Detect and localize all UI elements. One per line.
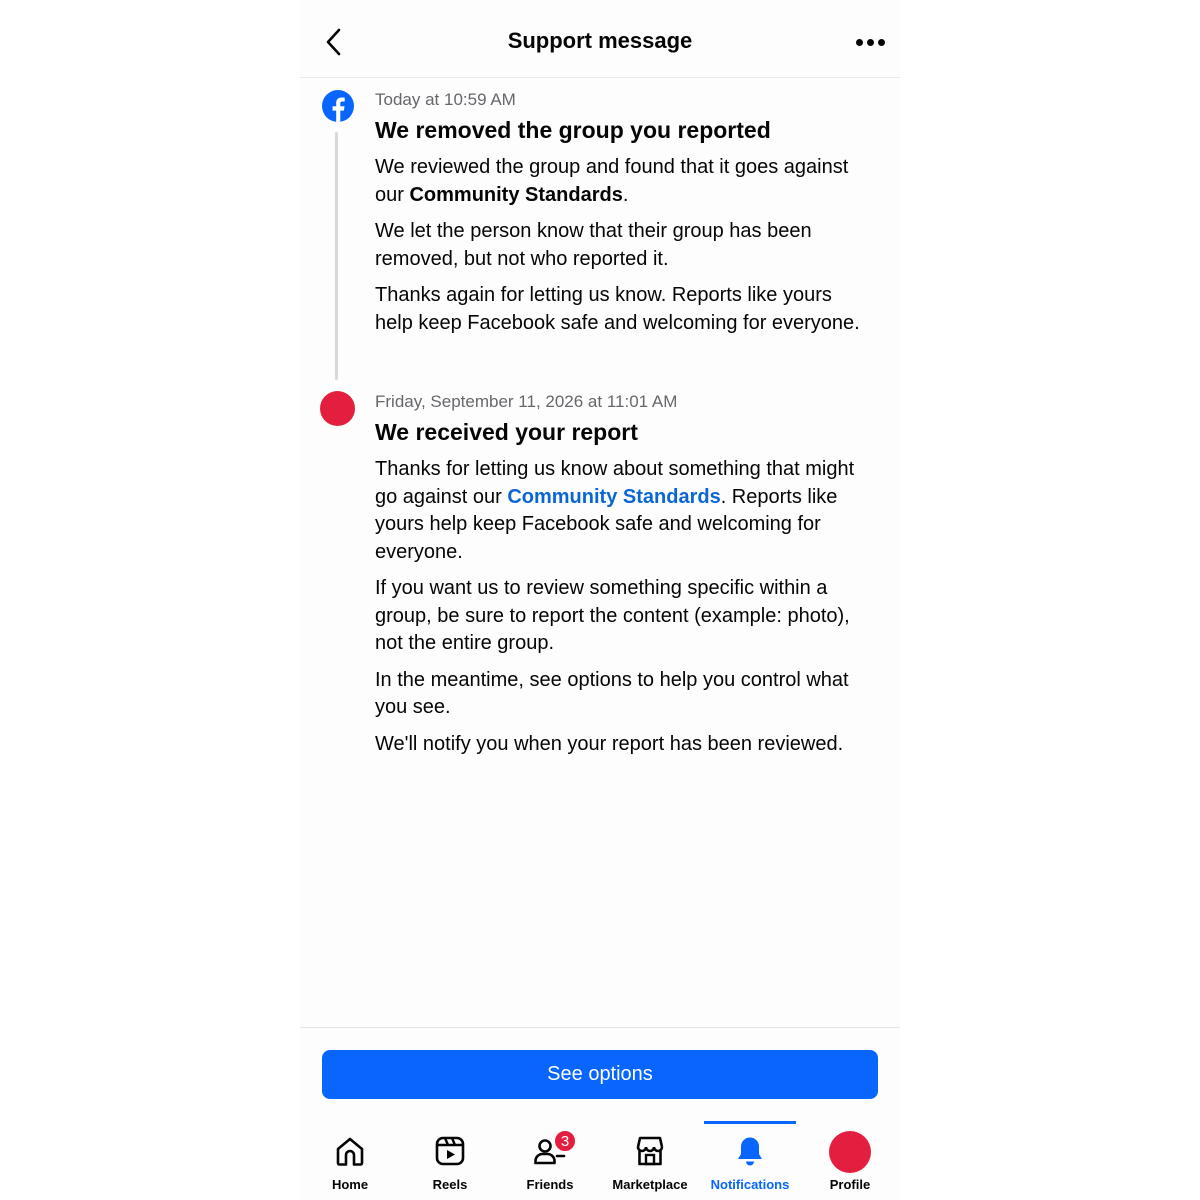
top-bar <box>300 0 900 78</box>
tab-label: Marketplace <box>612 1177 688 1192</box>
tab-friends[interactable] <box>500 1121 600 1200</box>
paragraph-text: . Reports like yours help keep Facebook safe and welcoming for everyone. <box>375 485 838 563</box>
message-paragraph: If you want us to review something specific within a group, be sure to report the content (example: photo), not the entire group. <box>375 577 850 654</box>
tab-home[interactable] <box>300 1121 400 1200</box>
message-paragraph <box>375 456 875 566</box>
message-heading: We received your report <box>375 419 638 445</box>
tab-reels[interactable] <box>400 1121 500 1200</box>
red-avatar <box>320 391 355 426</box>
tab-notifications[interactable] <box>700 1121 800 1200</box>
tab-label: Home <box>331 1177 369 1192</box>
paragraph-text: . <box>622 183 629 206</box>
message-paragraph: Thanks again for letting us know. Reports like yours help keep Facebook safe and welcoming for everyone. <box>375 284 860 334</box>
tab-label: Reels <box>432 1177 468 1192</box>
tab-marketplace[interactable] <box>600 1121 700 1200</box>
community-standards-link[interactable]: Community Standards <box>507 485 721 508</box>
more-dots-icon <box>856 39 885 46</box>
marketplace-icon <box>633 1134 667 1168</box>
message-paragraph: In the meantime, see options to help you control what you see. <box>375 668 849 718</box>
message-timestamp: Today at 10:59 AM <box>375 90 516 109</box>
message-paragraph <box>375 154 875 209</box>
tab-label: Friends <box>526 1177 574 1192</box>
message-timestamp: Friday, September 11, 2026 at 11:01 AM <box>375 392 678 411</box>
message-heading: We removed the group you reported <box>375 117 771 143</box>
bell-icon <box>733 1134 767 1168</box>
facebook-icon <box>322 90 354 122</box>
see-options-button[interactable]: See options <box>322 1050 878 1099</box>
more-options-button[interactable] <box>848 26 892 58</box>
timeline-connector <box>335 132 338 380</box>
tab-label: Profile <box>829 1177 871 1192</box>
bottom-tab-bar <box>300 1121 900 1200</box>
tab-profile[interactable] <box>800 1121 900 1200</box>
notification-badge: 3 <box>553 1129 577 1153</box>
message-paragraph: We'll notify you when your report has been reviewed. <box>375 732 844 755</box>
community-standards-text: Community Standards <box>409 183 623 206</box>
paragraph-text: We reviewed the group and found that it goes against our <box>375 156 849 206</box>
action-bar <box>300 1027 900 1121</box>
support-message-screen <box>300 0 900 1200</box>
profile-avatar <box>829 1131 871 1173</box>
paragraph-text: Thanks for letting us know about something that might go against our <box>375 458 855 508</box>
tab-label: Notifications <box>710 1177 790 1192</box>
home-icon <box>333 1134 367 1168</box>
message-paragraph: We let the person know that their group has been removed, but not who reported it. <box>375 220 812 270</box>
page-title: Support message <box>507 28 693 53</box>
reels-icon <box>433 1134 467 1168</box>
active-tab-indicator <box>704 1121 796 1124</box>
